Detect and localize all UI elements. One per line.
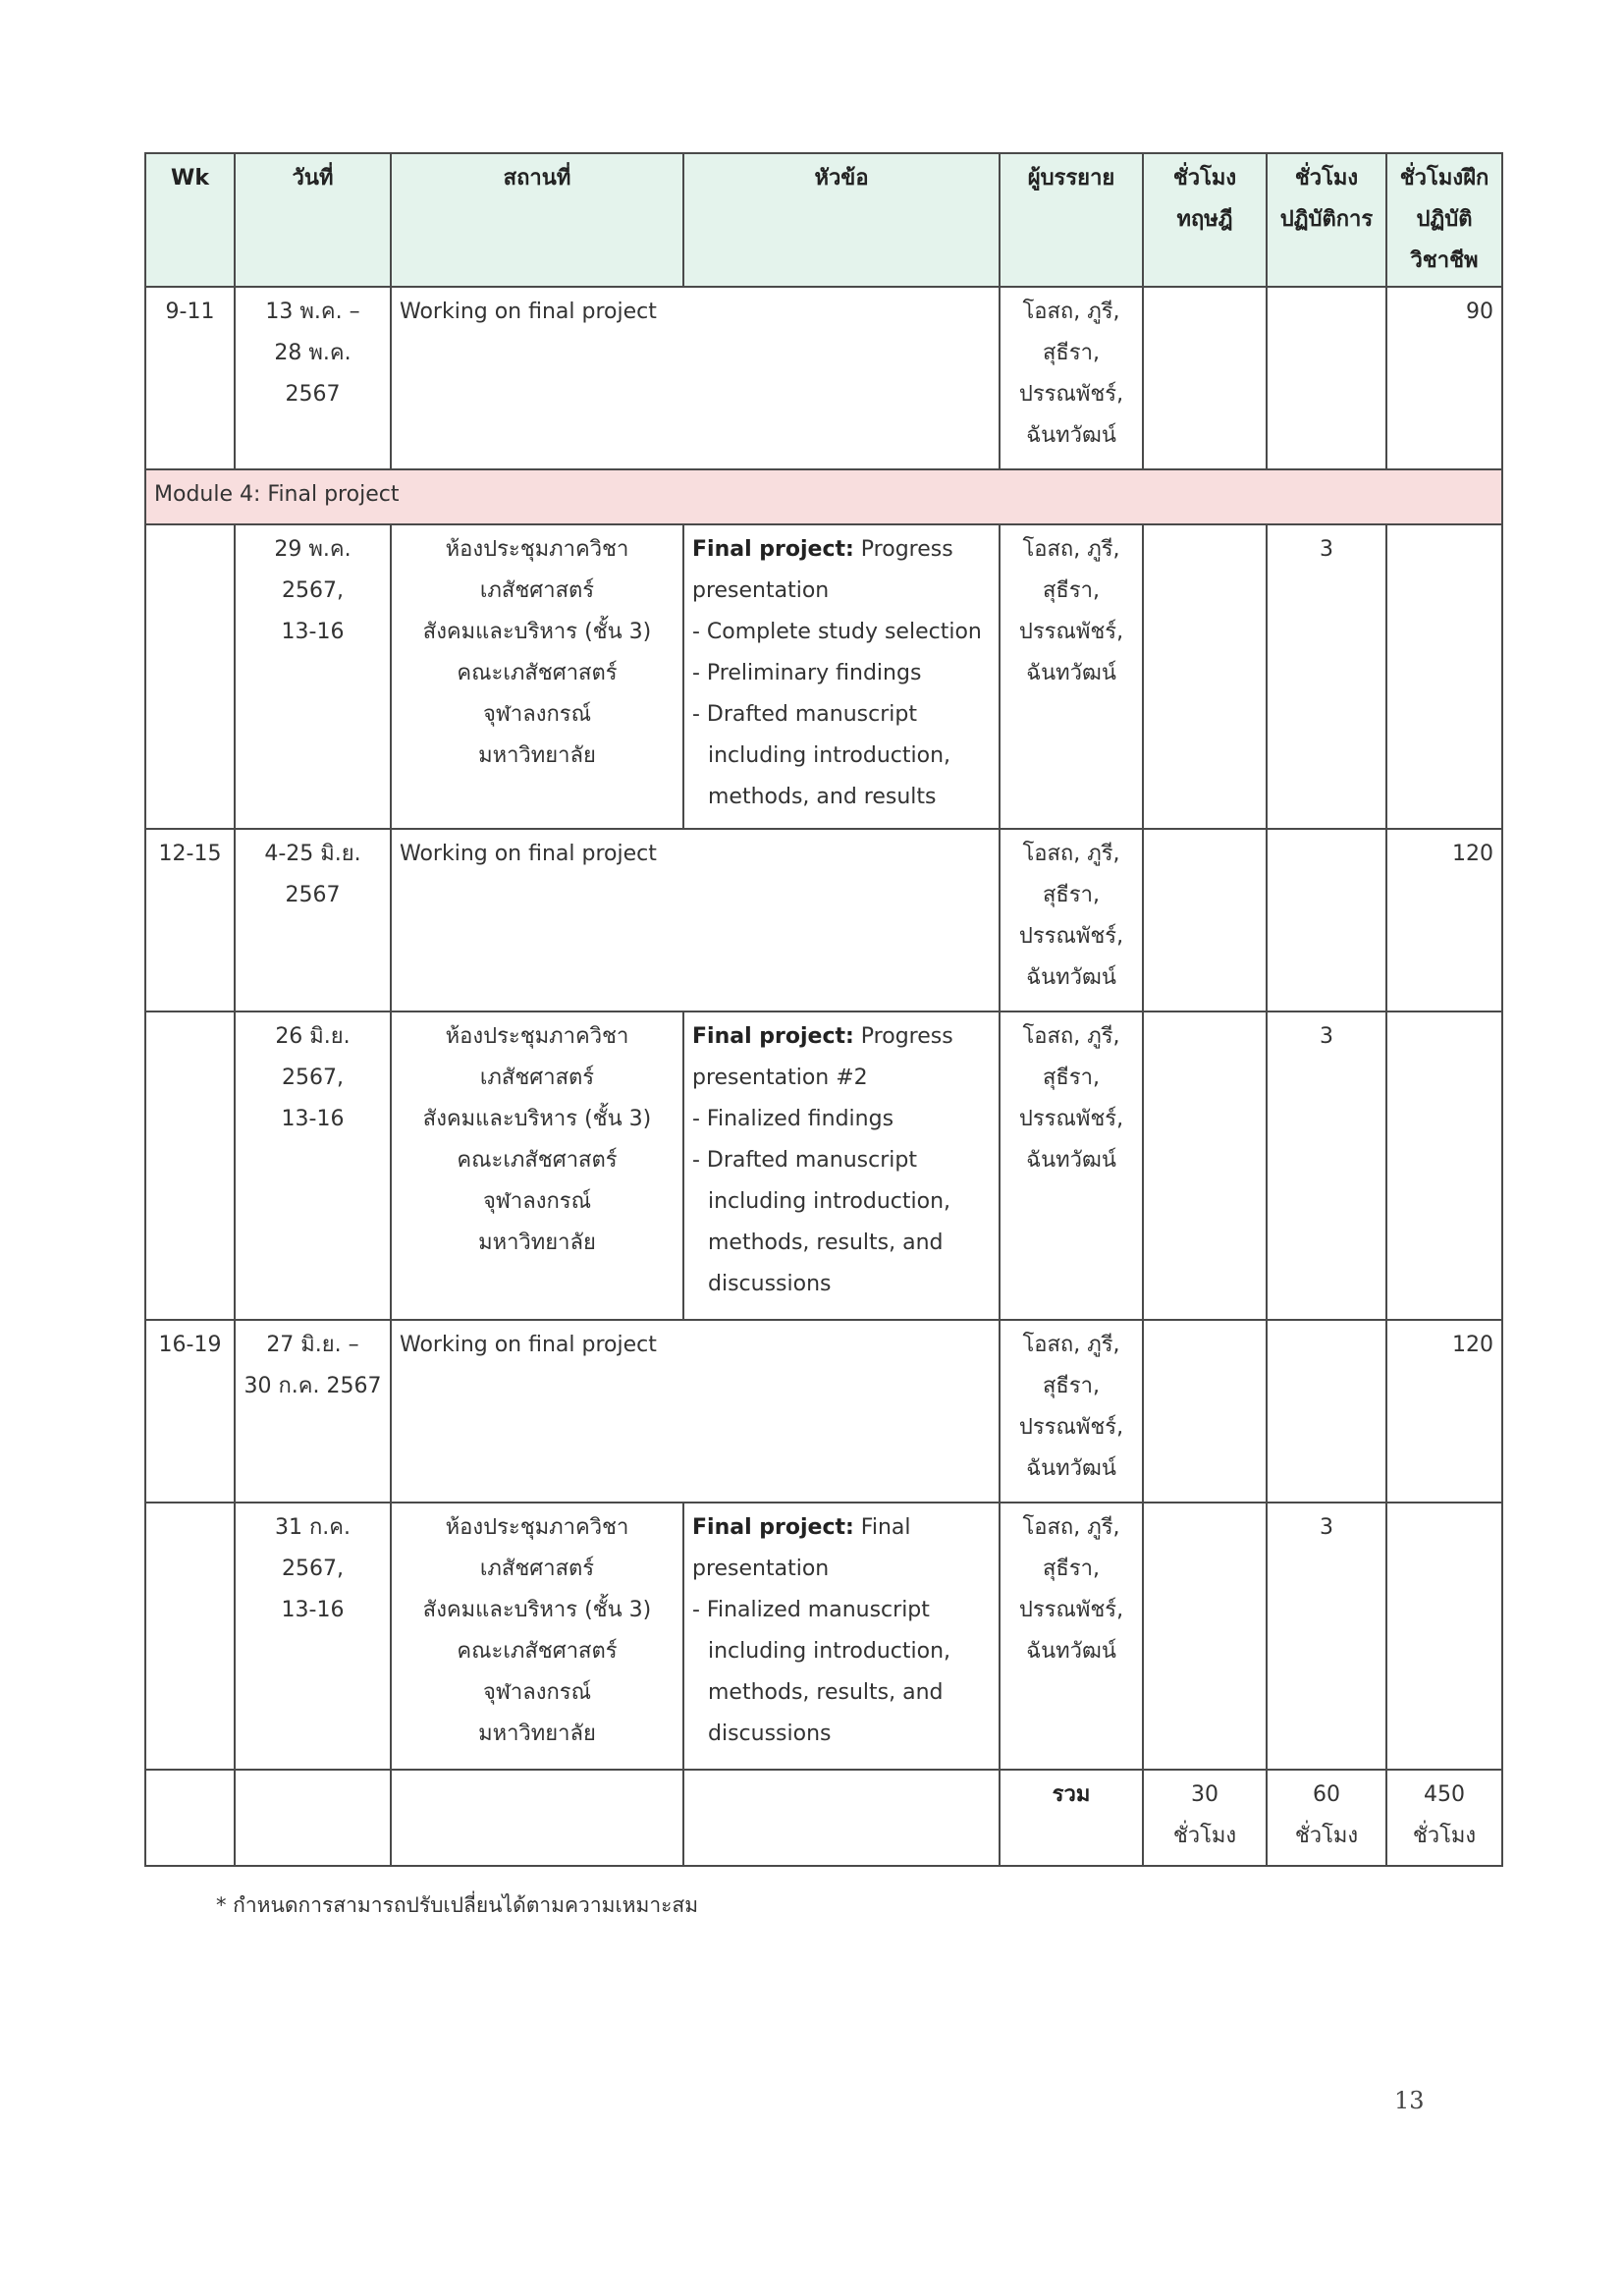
topic-cell: Final project: Progress presentation #2 - Finalized findings - Drafted manuscript including introduction, methods, results, and discussions (683, 1011, 1000, 1320)
footnote: * กำหนดการสามารถปรับเปลี่ยนได้ตามความเหมาะสม (216, 1893, 699, 1917)
prof-cell: 120 (1386, 829, 1502, 1011)
date-cell: 13 พ.ค. – 28 พ.ค. 2567 (235, 287, 391, 469)
theory-cell (1143, 1320, 1267, 1503)
wk-cell: 9-11 (145, 287, 235, 469)
date-cell: 29 พ.ค. 2567, 13-16 (235, 524, 391, 829)
topic-cell: Working on final project (391, 287, 1000, 469)
date-cell: 27 มิ.ย. – 30 ก.ค. 2567 (235, 1320, 391, 1503)
venue-cell: ห้องประชุมภาควิชาเภสัชศาสตร์ สังคมและบริหาร (ชั้น 3) คณะเภสัชศาสตร์ จุฬาลงกรณ์ มหาวิทยาลัย (391, 1011, 683, 1320)
date-cell: 26 มิ.ย. 2567, 13-16 (235, 1011, 391, 1320)
venue-cell: ห้องประชุมภาควิชาเภสัชศาสตร์ สังคมและบริหาร (ชั้น 3) คณะเภสัชศาสตร์ จุฬาลงกรณ์ มหาวิทยาลัย (391, 524, 683, 829)
wk-cell: 16-19 (145, 1320, 235, 1503)
theory-cell (1143, 524, 1267, 829)
total-row (145, 1770, 1502, 1866)
lecturer-cell: โอสถ, ภูรี, สุธีรา, ปรรณพัชร์, ฉันทวัฒน์ (1000, 287, 1143, 469)
prof-cell: 120 (1386, 1320, 1502, 1503)
table-row (145, 829, 1502, 1011)
header-lecturer: ผู้บรรยาย (1000, 153, 1143, 287)
header-date: วันที่ (235, 153, 391, 287)
header-topic: หัวข้อ (683, 153, 1000, 287)
theory-cell (1143, 287, 1267, 469)
header-wk: Wk (145, 153, 235, 287)
header-professional-hours: ชั่วโมงฝึก ปฏิบัติ วิชาชีพ (1386, 153, 1502, 287)
table-row (145, 1320, 1502, 1503)
total-lab: 60 ชั่วโมง (1267, 1770, 1386, 1866)
topic-cell: Final project: Progress presentation - Complete study selection - Preliminary findings - Drafted manuscript including introduction, methods, and results (683, 524, 1000, 829)
wk-cell (145, 1503, 235, 1770)
date-cell (235, 1770, 391, 1866)
prof-cell: 90 (1386, 287, 1502, 469)
theory-cell (1143, 1503, 1267, 1770)
date-cell: 31 ก.ค. 2567, 13-16 (235, 1503, 391, 1770)
venue-cell: ห้องประชุมภาควิชาเภสัชศาสตร์ สังคมและบริหาร (ชั้น 3) คณะเภสัชศาสตร์ จุฬาลงกรณ์ มหาวิทยาลัย (391, 1503, 683, 1770)
table-row (145, 287, 1502, 469)
total-prof: 450 ชั่วโมง (1386, 1770, 1502, 1866)
total-theory: 30 ชั่วโมง (1143, 1770, 1267, 1866)
lab-cell (1267, 287, 1386, 469)
module-row (145, 469, 1502, 524)
date-cell: 4-25 มิ.ย. 2567 (235, 829, 391, 1011)
header-lab-hours: ชั่วโมง ปฏิบัติการ (1267, 153, 1386, 287)
lab-cell (1267, 829, 1386, 1011)
page-number: 13 (1394, 2087, 1425, 2114)
topic-cell: Working on final project (391, 1320, 1000, 1503)
lab-cell (1267, 1320, 1386, 1503)
lab-cell: 3 (1267, 1011, 1386, 1320)
schedule-table (144, 152, 1503, 1867)
module-title: Module 4: Final project (145, 469, 1502, 524)
lab-cell: 3 (1267, 1503, 1386, 1770)
lecturer-cell: โอสถ, ภูรี, สุธีรา, ปรรณพัชร์, ฉันทวัฒน์ (1000, 829, 1143, 1011)
table-row (145, 1503, 1502, 1770)
prof-cell (1386, 1503, 1502, 1770)
wk-cell (145, 1770, 235, 1866)
table-row (145, 524, 1502, 829)
lecturer-cell: โอสถ, ภูรี, สุธีรา, ปรรณพัชร์, ฉันทวัฒน์ (1000, 524, 1143, 829)
topic-cell: Working on final project (391, 829, 1000, 1011)
lab-cell: 3 (1267, 524, 1386, 829)
lecturer-cell: โอสถ, ภูรี, สุธีรา, ปรรณพัชร์, ฉันทวัฒน์ (1000, 1503, 1143, 1770)
header-row (145, 153, 1502, 287)
lecturer-cell: โอสถ, ภูรี, สุธีรา, ปรรณพัชร์, ฉันทวัฒน์ (1000, 1011, 1143, 1320)
theory-cell (1143, 829, 1267, 1011)
prof-cell (1386, 524, 1502, 829)
header-venue: สถานที่ (391, 153, 683, 287)
table-row (145, 1011, 1502, 1320)
wk-cell (145, 1011, 235, 1320)
lecturer-cell: โอสถ, ภูรี, สุธีรา, ปรรณพัชร์, ฉันทวัฒน์ (1000, 1320, 1143, 1503)
header-theory-hours: ชั่วโมง ทฤษฎี (1143, 153, 1267, 287)
topic-cell: Final project: Final presentation - Finalized manuscript including introduction, methods, results, and discussions (683, 1503, 1000, 1770)
total-label: รวม (1000, 1770, 1143, 1866)
prof-cell (1386, 1011, 1502, 1320)
venue-cell (391, 1770, 683, 1866)
topic-cell (683, 1770, 1000, 1866)
wk-cell: 12-15 (145, 829, 235, 1011)
wk-cell (145, 524, 235, 829)
theory-cell (1143, 1011, 1267, 1320)
